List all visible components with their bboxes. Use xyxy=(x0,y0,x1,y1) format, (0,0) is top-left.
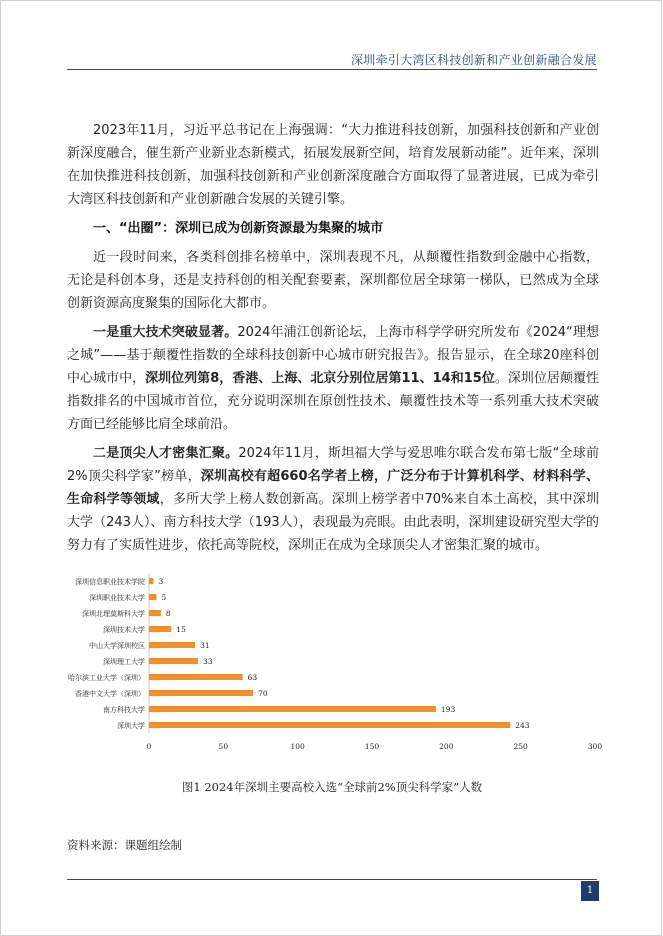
tech-breakthrough-title: 一是重大技术突破显著。 xyxy=(93,325,238,340)
section-lead-paragraph: 近一段时间来，各类科创排名榜单中，深圳表现不凡，从颠覆性指数到金融中心指数，无论是科创本身，还是支持科创的相关配套要素，深圳都位居全球第一梯队，已然成为全球创新资源高度聚集的国际化大都市。 xyxy=(67,250,599,311)
bar-chart-svg xyxy=(67,567,603,759)
category-label-1: 深圳职业技术大学 xyxy=(89,594,145,602)
source-note: 资料来源：课题组绘制 xyxy=(67,838,182,852)
page-number-badge: 1 xyxy=(581,881,599,901)
category-label-4: 中山大学深圳校区 xyxy=(89,642,145,650)
category-label-3: 深圳技术大学 xyxy=(103,626,145,634)
category-label-8: 南方科技大学 xyxy=(103,706,145,714)
value-label-1: 5 xyxy=(161,593,167,602)
value-label-7: 70 xyxy=(258,689,268,698)
talent-paragraph xyxy=(67,442,599,557)
category-label-6: 哈尔滨工业大学（深圳） xyxy=(68,674,145,682)
x-tick-label-2: 100 xyxy=(290,742,305,751)
value-label-2: 8 xyxy=(165,609,171,618)
tech-breakthrough-text-b: 。深圳位居颠覆性指数排名的中国城市首位，充分说明深圳在原创性技术、颠覆性技术等一系列重大技术突破方面已经能够比肩全球前沿。 xyxy=(67,371,599,432)
article-body xyxy=(67,119,599,563)
x-tick-label-5: 250 xyxy=(513,742,528,751)
bar-9 xyxy=(149,722,510,728)
value-label-0: 3 xyxy=(158,577,164,586)
bar-6 xyxy=(149,674,243,680)
bar-3 xyxy=(149,626,171,632)
bar-chart xyxy=(67,567,603,759)
x-tick-label-1: 50 xyxy=(218,742,229,751)
bar-7 xyxy=(149,690,253,696)
value-label-9: 243 xyxy=(515,721,530,730)
talent-title: 二是顶尖人才密集汇聚。 xyxy=(93,446,239,461)
bar-0 xyxy=(149,578,153,584)
footer-divider xyxy=(67,879,597,880)
value-label-3: 15 xyxy=(176,625,186,634)
value-label-4: 31 xyxy=(200,641,210,650)
talent-text-b: ，多所大学上榜人数创新高。深圳上榜学者中70%来自本土高校，其中深圳大学（243人）、南方科技大学（193人），表现最为亮眼。由此表明，深圳建设研究型大学的努力有了实质性进步，依托高等院校，深圳正在成为全球顶尖人才密集汇聚的城市。 xyxy=(67,492,599,553)
tech-breakthrough-highlight: 深圳位列第8，香港、上海、北京分别位居第11、14和15位 xyxy=(145,371,495,386)
x-tick-label-0: 0 xyxy=(146,742,152,751)
value-label-6: 63 xyxy=(247,673,258,682)
bar-1 xyxy=(149,594,156,600)
talent-text-a: 2024年11月，斯坦福大学与爱思唯尔联合发布第七版“全球前2%顶尖科学家”榜单， xyxy=(67,446,599,484)
bar-5 xyxy=(149,658,198,664)
category-label-0: 深圳信息职业技术学院 xyxy=(75,578,145,586)
intro-paragraph: 2023年11月，习近平总书记在上海强调：“大力推进科技创新，加强科技创新和产业创新深度融合，催生新产业新业态新模式，拓展发展新空间，培育发展新动能”。近年来，深圳在加快推进科技创新，加强科技创新和产业创新深度融合方面取得了显著进展，已成为牵引大湾区科技创新和产业创新融合发展的关键引擎。 xyxy=(67,123,599,207)
category-label-2: 深圳北理莫斯科大学 xyxy=(82,610,145,618)
tech-breakthrough-paragraph xyxy=(67,321,599,436)
header-divider xyxy=(67,69,597,70)
category-label-9: 深圳大学 xyxy=(117,722,145,730)
value-label-5: 33 xyxy=(203,657,213,666)
x-tick-label-6: 300 xyxy=(587,742,603,751)
bar-8 xyxy=(149,706,436,712)
value-label-8: 193 xyxy=(440,705,456,714)
category-label-7: 香港中文大学（深圳） xyxy=(75,690,145,698)
running-header-title: 深圳牵引大湾区科技创新和产业创新融合发展 xyxy=(350,53,597,67)
figure-caption: 图1 2024年深圳主要高校入选“全球前2%顶尖科学家”人数 xyxy=(181,780,483,794)
talent-highlight: 深圳高校有超660名学者上榜，广泛分布于计算机科学、材料科学、生命科学等领域 xyxy=(67,469,599,507)
tech-breakthrough-text-a: 2024年浦江创新论坛，上海市科学学研究所发布《2024“理想之城”——基于颠覆性指数的全球科技创新中心城市研究报告》。报告显示，在全球20座科创中心城市中， xyxy=(67,325,599,386)
category-label-5: 深圳理工大学 xyxy=(103,658,145,666)
section-heading: 一、“出圈”：深圳已成为创新资源最为集聚的城市 xyxy=(93,221,384,236)
x-tick-label-3: 150 xyxy=(364,742,380,751)
bar-4 xyxy=(149,642,195,648)
x-tick-label-4: 200 xyxy=(439,742,454,751)
bar-2 xyxy=(149,610,161,616)
